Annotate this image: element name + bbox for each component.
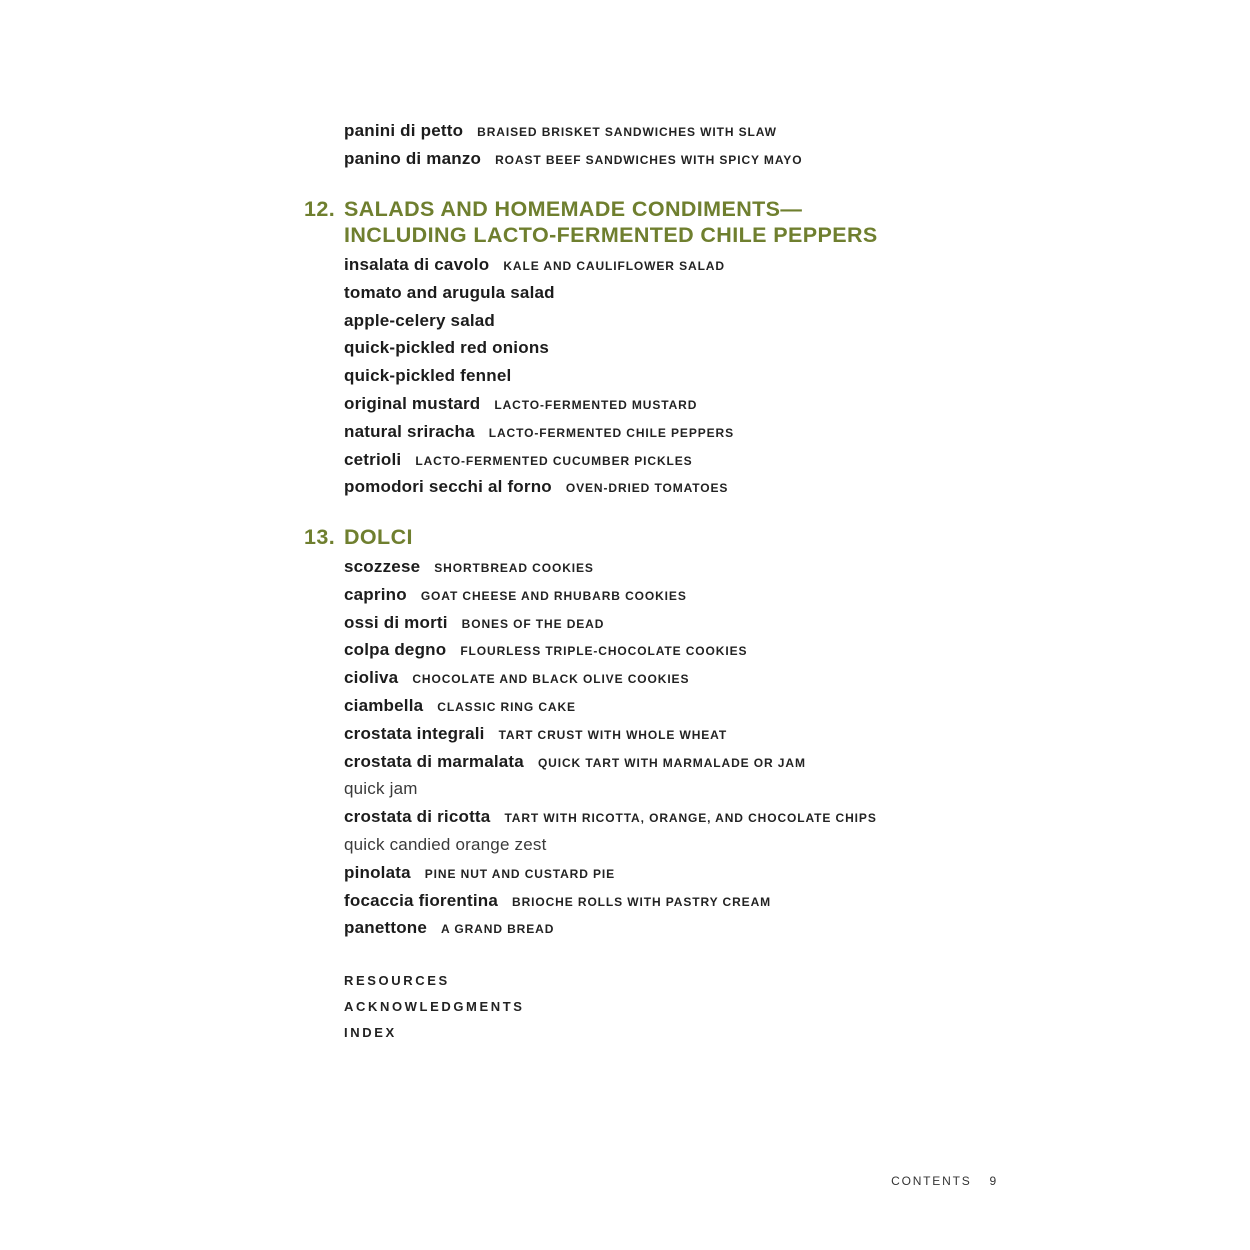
toc-entry[interactable] [344, 914, 877, 942]
entry-title: apple-celery salad [344, 310, 496, 330]
entry-title: quick candied orange zest [344, 834, 547, 854]
section-12-heading[interactable] [304, 196, 878, 248]
entry-title: crostata di marmalata [344, 751, 524, 771]
entry-title: insalata di cavolo [344, 255, 490, 274]
entry-description: KALE AND CAULIFLOWER SALAD [503, 259, 725, 273]
toc-entry[interactable] [344, 887, 877, 915]
entry-description: TART WITH RICOTTA, ORANGE, AND CHOCOLATE CHIPS [504, 811, 877, 826]
entry-description: ROAST BEEF SANDWICHES WITH SPICY MAYO [495, 152, 803, 167]
entry-title: focaccia fiorentina [344, 890, 499, 910]
entry-description: LACTO-FERMENTED CHILE PEPPERS [488, 425, 734, 440]
page-footer [891, 1174, 998, 1188]
section-number: 12. [304, 197, 336, 221]
toc-entry[interactable] [344, 581, 877, 609]
entry-description: QUICK TART WITH MARMALADE OR JAM [537, 755, 806, 770]
toc-entry[interactable] [344, 334, 734, 362]
toc-entry[interactable] [344, 362, 734, 390]
section-13-heading[interactable] [304, 524, 413, 550]
back-matter [344, 968, 525, 1046]
toc-entry[interactable] [344, 446, 734, 474]
toc-entry[interactable] [344, 748, 877, 776]
entry-title: panini di petto [344, 121, 464, 140]
toc-entry[interactable] [344, 859, 877, 887]
entry-title: pomodori secchi al forno [344, 477, 552, 497]
entry-description: LACTO-FERMENTED MUSTARD [494, 397, 698, 412]
entry-description: BRAISED BRISKET SANDWICHES WITH SLAW [477, 125, 777, 139]
toc-entry[interactable] [344, 473, 734, 501]
toc-entry[interactable] [344, 279, 734, 307]
entry-description: FLOURLESS TRIPLE-CHOCOLATE COOKIES [460, 644, 748, 659]
entry-description: A GRAND BREAD [441, 922, 555, 937]
toc-entry[interactable] [344, 390, 734, 418]
entry-title: panettone [344, 918, 428, 938]
entry-description: LACTO-FERMENTED CUCUMBER PICKLES [415, 453, 693, 468]
entry-title: cetrioli [344, 449, 402, 469]
running-footer-label: CONTENTS [891, 1174, 972, 1188]
entry-description: GOAT CHEESE AND RHUBARB COOKIES [420, 588, 687, 603]
entry-title: ossi di morti [344, 612, 448, 632]
entry-description: CHOCOLATE AND BLACK OLIVE COOKIES [412, 672, 690, 687]
entry-title: quick-pickled fennel [344, 366, 512, 386]
entry-description: BONES OF THE DEAD [461, 616, 605, 631]
entry-title: panino di manzo [344, 148, 482, 168]
section-number: 13. [304, 525, 336, 549]
entry-title: crostata di ricotta [344, 807, 491, 827]
entry-title: quick jam [344, 779, 418, 799]
entry-title: tomato and arugula salad [344, 282, 555, 302]
entry-title: quick-pickled red onions [344, 338, 550, 358]
entry-title: crostata integrali [344, 723, 485, 743]
toc-entry[interactable] [344, 692, 877, 720]
section-title: DOLCI [344, 525, 413, 549]
entry-title: ciambella [344, 695, 424, 715]
toc-subentry[interactable] [344, 831, 877, 859]
toc-entry[interactable] [344, 553, 877, 581]
toc-entry[interactable] [344, 803, 877, 831]
entry-title: scozzese [344, 557, 421, 576]
toc-entry[interactable] [344, 307, 734, 335]
entry-description: BRIOCHE ROLLS WITH PASTRY CREAM [512, 894, 772, 909]
entry-title: caprino [344, 584, 407, 604]
toc-entry[interactable] [344, 636, 877, 664]
section-12-entries [344, 251, 734, 501]
entry-description: SHORTBREAD COOKIES [434, 561, 594, 575]
entry-description: PINE NUT AND CUSTARD PIE [424, 866, 616, 881]
section-13-entries [344, 553, 877, 942]
index-link[interactable]: INDEX [344, 1025, 397, 1040]
entry-title: pinolata [344, 862, 411, 882]
page-number: 9 [989, 1174, 998, 1188]
toc-entry[interactable] [344, 251, 734, 279]
toc-entry[interactable] [344, 609, 877, 637]
entry-title: colpa degno [344, 640, 447, 660]
section-title-line-1: SALADS AND HOMEMADE CONDIMENTS— [344, 197, 803, 221]
toc-entry[interactable] [344, 145, 802, 173]
toc-subentry[interactable] [344, 775, 877, 803]
toc-entry[interactable] [344, 418, 734, 446]
entry-title: cioliva [344, 668, 399, 688]
section-title-line-2: INCLUDING LACTO-FERMENTED CHILE PEPPERS [344, 223, 878, 247]
entry-description: CLASSIC RING CAKE [437, 699, 576, 714]
resources-link[interactable]: RESOURCES [344, 973, 450, 988]
toc-entry[interactable] [344, 117, 802, 145]
entry-title: original mustard [344, 393, 481, 413]
entry-description: OVEN-DRIED TOMATOES [565, 481, 729, 496]
entry-title: natural sriracha [344, 421, 475, 441]
top-entries [344, 117, 802, 173]
toc-entry[interactable] [344, 720, 877, 748]
acknowledgments-link[interactable]: ACKNOWLEDGMENTS [344, 999, 525, 1014]
entry-description: TART CRUST WITH WHOLE WHEAT [498, 727, 728, 742]
toc-entry[interactable] [344, 664, 877, 692]
